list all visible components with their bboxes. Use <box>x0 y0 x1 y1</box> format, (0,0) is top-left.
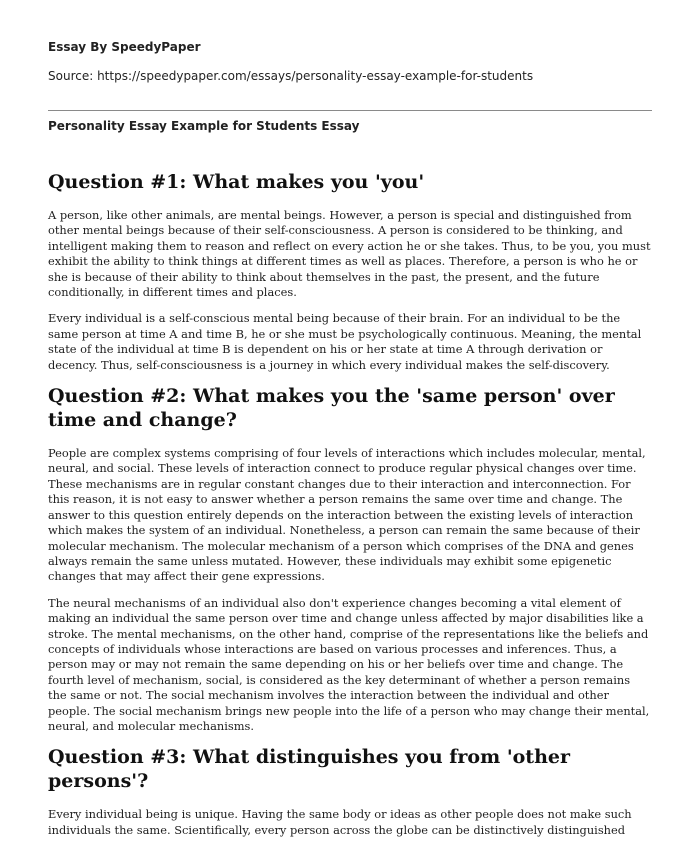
question-1-paragraph-2: Every individual is a self-conscious mental being because of their brain. For an individual to be the same person at time A and time B, he or she must be psychologically continuous. Meaning, the mental state of the individual at time B is dependent on his or her state at time A through derivation or decency. Thus, self-consciousness is a journey in which every individual makes the self-discovery. <box>48 311 642 372</box>
question-3-section <box>48 745 652 838</box>
document-header <box>48 40 652 85</box>
brand-label: Essay By SpeedyPaper <box>48 40 201 54</box>
question-2-paragraph-2: The neural mechanisms of an individual also don't experience changes becoming a vital element of making an individual the same person over time and change unless affected by major disabilities like a stroke. The mental mechanisms, on the other hand, comprise of the representations like the beliefs and concepts of individuals whose interactions are based on various processes and inferences. Thus, a person may or may not remain the same depending on his or her beliefs over time and change. The fourth level of mechanism, social, is considered as the key determinant of whether a person remains the same or not. The social mechanism involves the interaction between the individual and other people. The social mechanism brings new people into the life of a person who may change their mental, neural, and molecular mechanisms. <box>48 595 650 733</box>
question-1-heading: Question #1: What makes you 'you' <box>48 171 425 193</box>
header-divider <box>48 110 652 111</box>
question-1-section <box>48 170 652 373</box>
question-3-paragraph-1: Every individual being is unique. Having the same body or ideas as other people does not make such individuals the same. Scientifically, every person across the globe can be distinctively distinguished <box>48 807 632 837</box>
question-2-section <box>48 384 652 734</box>
question-2-paragraph-1: People are complex systems comprising of four levels of interactions which includes molecular, mental, neural, and social. These levels of interaction connect to produce regular physical changes over time. These mechanisms are in regular constant changes due to their interaction and interconnection. For this reason, it is not easy to answer whether a person remains the same over time and change. The answer to this question entirely depends on the interaction between the existing levels of interaction which makes the system of an individual. Nonetheless, a person can remain the same because of their molecular mechanism. The molecular mechanism of a person which comprises of the DNA and genes always remain the same unless mutated. However, these individuals may exhibit some epigenetic changes that may affect their gene expressions. <box>48 446 646 584</box>
question-2-heading: Question #2: What makes you the 'same person' over time and change? <box>48 385 615 432</box>
question-3-heading: Question #3: What distinguishes you from 'other persons'? <box>48 746 570 793</box>
question-1-paragraph-1: A person, like other animals, are mental beings. However, a person is special and distinguished from other mental beings because of their self-consciousness. A person is considered to be thinking, and intelligent making them to reason and reflect on every action he or she takes. Thus, to be you, you must exhibit the ability to think things at different times as well as places. Therefore, a person is who he or she is because of their ability to think about themselves in the past, the present, and the future conditionally, in different times and places. <box>48 208 651 300</box>
source-line: Source: https://speedypaper.com/essays/personality-essay-example-for-students <box>48 69 534 84</box>
document-title: Personality Essay Example for Students Essay <box>48 119 360 133</box>
essay-body <box>48 170 652 849</box>
